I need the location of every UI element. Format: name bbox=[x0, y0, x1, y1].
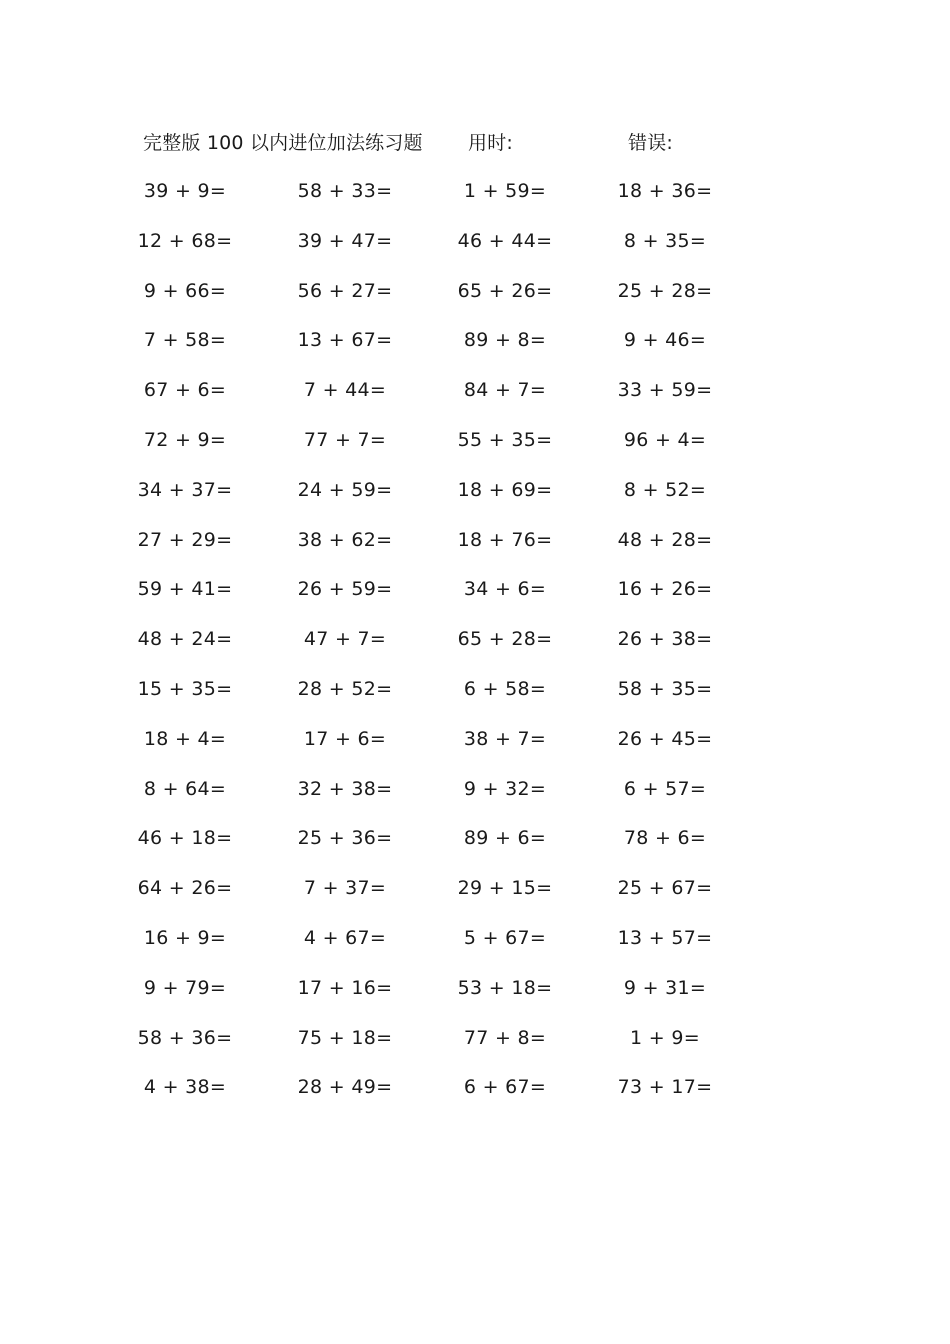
addition-problem: 29 + 15= bbox=[457, 877, 553, 900]
addition-problem: 34 + 6= bbox=[463, 578, 547, 601]
addition-problem: 25 + 28= bbox=[617, 279, 713, 302]
addition-problem: 9 + 66= bbox=[143, 279, 227, 302]
problem-row bbox=[130, 525, 770, 575]
addition-problem: 78 + 6= bbox=[623, 827, 707, 850]
addition-problem: 18 + 36= bbox=[617, 180, 713, 202]
addition-problem: 1 + 9= bbox=[630, 1026, 700, 1049]
addition-problem: 58 + 35= bbox=[617, 677, 713, 700]
problem-row bbox=[130, 873, 770, 923]
addition-problem: 39 + 47= bbox=[297, 229, 393, 252]
addition-problem: 28 + 52= bbox=[297, 677, 393, 700]
problem-row bbox=[130, 1023, 770, 1073]
addition-problem: 8 + 64= bbox=[143, 777, 227, 800]
problem-row bbox=[130, 574, 770, 624]
addition-problem: 25 + 36= bbox=[297, 827, 393, 850]
addition-problem: 34 + 37= bbox=[137, 478, 233, 501]
problem-row bbox=[130, 923, 770, 973]
problem-row bbox=[130, 425, 770, 475]
addition-problem: 55 + 35= bbox=[457, 428, 553, 451]
addition-problem: 9 + 46= bbox=[623, 329, 707, 352]
addition-problem: 65 + 26= bbox=[457, 279, 553, 302]
addition-problem: 38 + 7= bbox=[463, 727, 547, 750]
addition-problem: 4 + 67= bbox=[303, 926, 387, 949]
addition-problem: 15 + 35= bbox=[137, 677, 233, 700]
addition-problem: 7 + 37= bbox=[303, 877, 387, 900]
addition-problem: 9 + 31= bbox=[623, 976, 707, 999]
addition-problem: 26 + 59= bbox=[297, 578, 393, 601]
addition-problem: 48 + 28= bbox=[617, 528, 713, 551]
addition-problem: 24 + 59= bbox=[297, 478, 393, 501]
addition-problem: 27 + 29= bbox=[137, 528, 233, 551]
problem-row bbox=[130, 375, 770, 425]
addition-problem: 5 + 67= bbox=[463, 926, 547, 949]
addition-problem: 17 + 16= bbox=[297, 976, 393, 999]
problem-row bbox=[130, 724, 770, 774]
addition-problem: 25 + 67= bbox=[617, 877, 713, 900]
problem-row bbox=[130, 276, 770, 326]
addition-problem: 28 + 49= bbox=[297, 1076, 393, 1099]
problem-row bbox=[130, 674, 770, 724]
problem-row bbox=[130, 226, 770, 276]
addition-problem: 67 + 6= bbox=[143, 379, 227, 402]
addition-problem: 7 + 58= bbox=[143, 329, 227, 352]
addition-problem: 6 + 58= bbox=[463, 677, 547, 700]
addition-problem: 72 + 9= bbox=[143, 428, 227, 451]
addition-problem: 6 + 67= bbox=[463, 1076, 547, 1099]
addition-problem: 46 + 18= bbox=[137, 827, 233, 850]
addition-problem: 77 + 7= bbox=[303, 428, 387, 451]
addition-problem: 89 + 8= bbox=[463, 329, 547, 352]
addition-problem: 7 + 44= bbox=[303, 379, 387, 402]
problem-row bbox=[130, 475, 770, 525]
addition-problem: 59 + 41= bbox=[137, 578, 233, 601]
addition-problem: 48 + 24= bbox=[137, 628, 233, 651]
addition-problem: 46 + 44= bbox=[457, 229, 553, 252]
addition-problem: 17 + 6= bbox=[303, 727, 387, 750]
problem-row bbox=[130, 973, 770, 1023]
addition-problem: 32 + 38= bbox=[297, 777, 393, 800]
problem-row bbox=[130, 624, 770, 674]
addition-problem: 8 + 35= bbox=[623, 229, 707, 252]
problem-row bbox=[130, 176, 770, 226]
addition-problem: 56 + 27= bbox=[297, 279, 393, 302]
addition-problem: 8 + 52= bbox=[623, 478, 707, 501]
addition-problem: 9 + 79= bbox=[143, 976, 227, 999]
addition-problem: 65 + 28= bbox=[457, 628, 553, 651]
addition-problem: 75 + 18= bbox=[297, 1026, 393, 1049]
problem-row bbox=[130, 325, 770, 375]
worksheet-title: 完整版 100 以内进位加法练习题 bbox=[143, 132, 423, 154]
addition-problem: 16 + 26= bbox=[617, 578, 713, 601]
addition-problem: 6 + 57= bbox=[623, 777, 707, 800]
addition-problem: 18 + 69= bbox=[457, 478, 553, 501]
addition-problem: 58 + 33= bbox=[297, 180, 393, 202]
addition-problem: 96 + 4= bbox=[623, 428, 707, 451]
addition-problem: 84 + 7= bbox=[463, 379, 547, 402]
addition-problem: 58 + 36= bbox=[137, 1026, 233, 1049]
addition-problem: 13 + 67= bbox=[297, 329, 393, 352]
addition-problem: 89 + 6= bbox=[463, 827, 547, 850]
problem-row bbox=[130, 774, 770, 824]
addition-problem: 4 + 38= bbox=[143, 1076, 227, 1099]
addition-problem: 73 + 17= bbox=[617, 1076, 713, 1099]
addition-problem: 38 + 62= bbox=[297, 528, 393, 551]
addition-problem: 18 + 76= bbox=[457, 528, 553, 551]
addition-problem: 47 + 7= bbox=[303, 628, 387, 651]
worksheet-header bbox=[143, 128, 763, 158]
addition-problem: 77 + 8= bbox=[463, 1026, 547, 1049]
errors-label: 错误: bbox=[628, 132, 674, 154]
time-used-label: 用时: bbox=[468, 132, 514, 154]
addition-problem: 26 + 45= bbox=[617, 727, 713, 750]
addition-problem: 13 + 57= bbox=[617, 926, 713, 949]
problem-row bbox=[130, 823, 770, 873]
addition-problem: 16 + 9= bbox=[143, 926, 227, 949]
problem-row bbox=[130, 1072, 770, 1122]
addition-problem: 53 + 18= bbox=[457, 976, 553, 999]
addition-problem: 12 + 68= bbox=[137, 229, 233, 252]
addition-problem: 9 + 32= bbox=[463, 777, 547, 800]
addition-problem: 26 + 38= bbox=[617, 628, 713, 651]
addition-problem: 64 + 26= bbox=[137, 877, 233, 900]
addition-problem: 39 + 9= bbox=[143, 180, 227, 202]
addition-problem: 1 + 59= bbox=[463, 180, 547, 202]
problem-grid bbox=[130, 176, 770, 1122]
addition-problem: 33 + 59= bbox=[617, 379, 713, 402]
addition-problem: 18 + 4= bbox=[143, 727, 227, 750]
